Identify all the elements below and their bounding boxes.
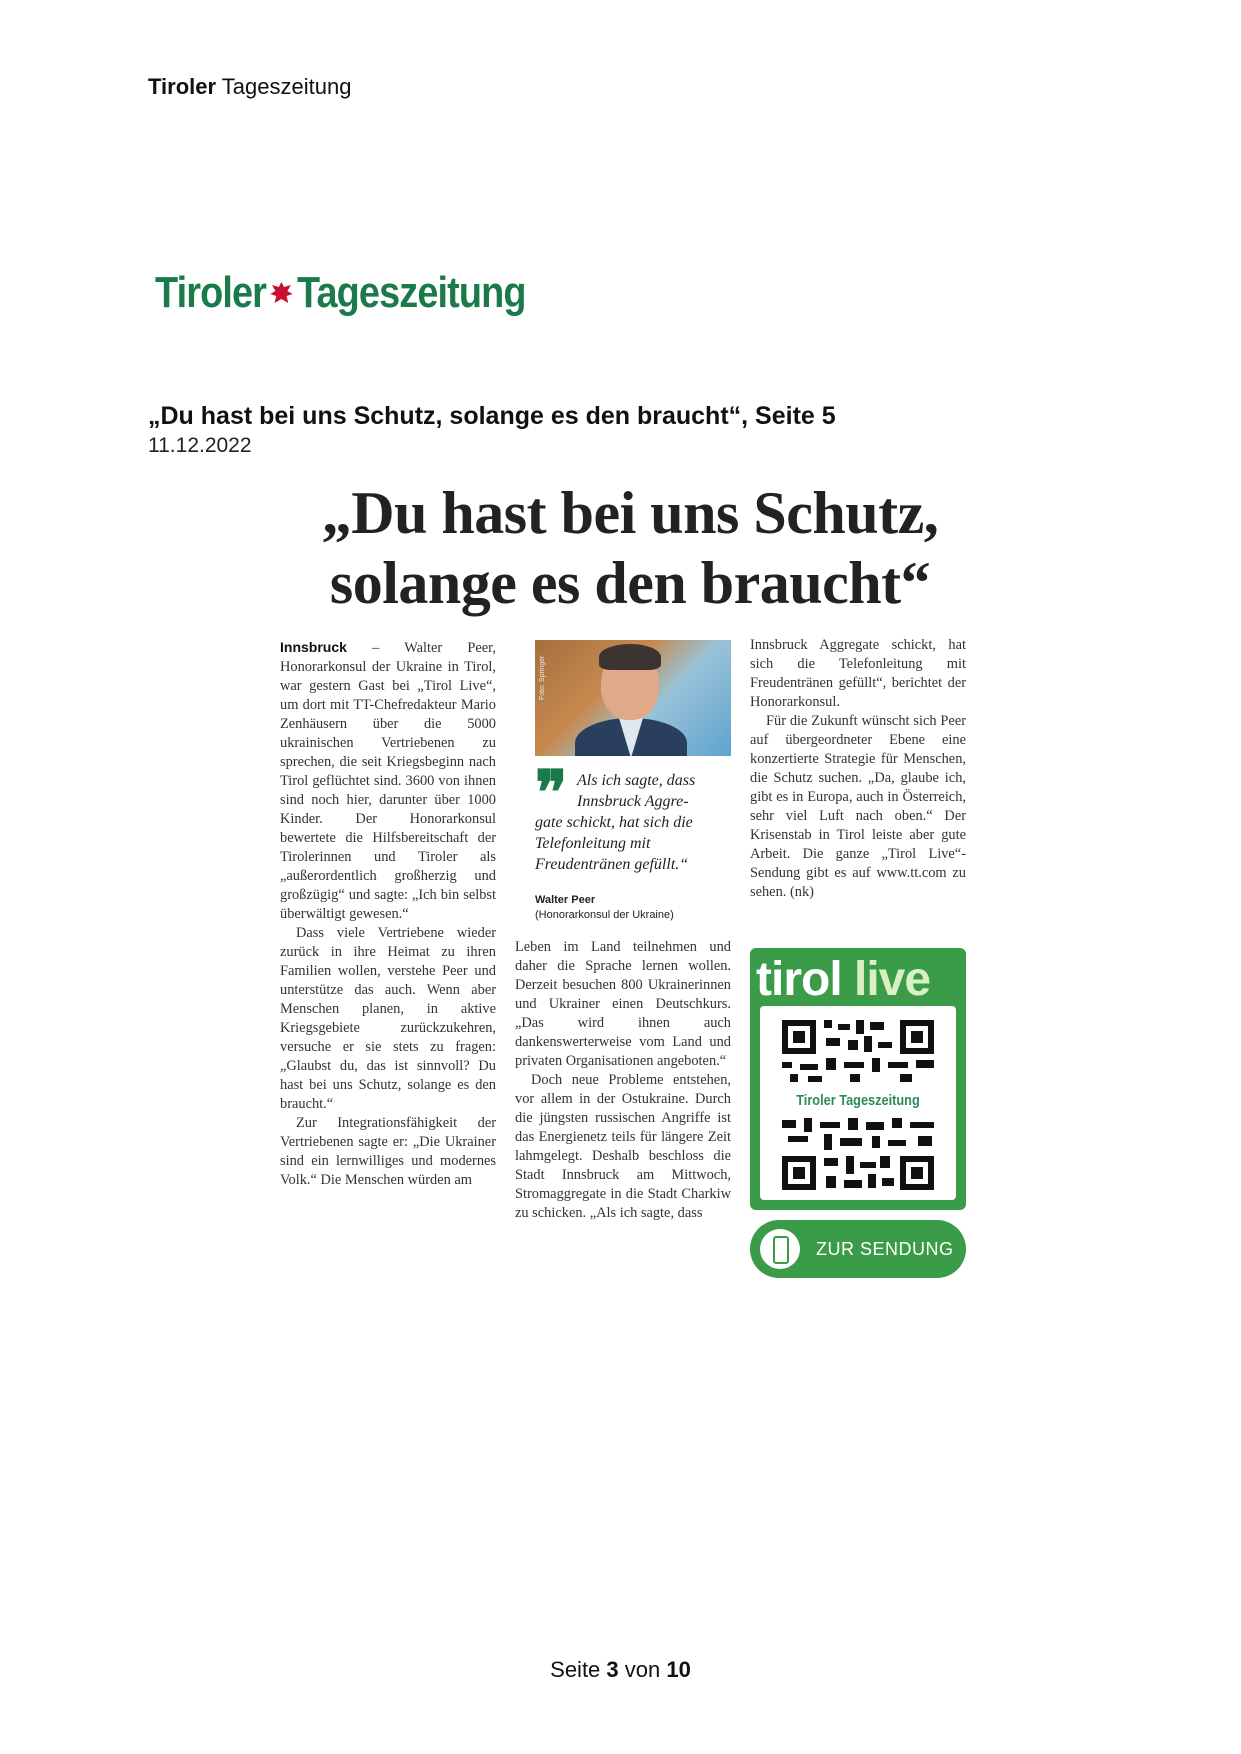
tiroler-tageszeitung-logo: Tiroler Tageszeitung [155, 268, 526, 317]
tirol-live-title: tirol live [756, 953, 931, 1006]
zur-sendung-label: ZUR SENDUNG [816, 1238, 954, 1259]
publication-name: Tiroler Tageszeitung [148, 74, 352, 99]
pull-quote: ❞ Als ich sagte, dass Innsbruck Aggre- gate schickt, hat sich die Telefonleitung mit Freudentränen gefüllt.“ Walter Peer (Honorarkonsul der Ukraine) [535, 770, 731, 923]
portrait-photo [535, 640, 731, 756]
qr-brand-label: Tiroler Tageszeitung [796, 1092, 920, 1109]
photo-credit: Foto: Springer [539, 655, 546, 700]
tyrolean-eagle-icon [269, 278, 295, 308]
newspaper-clipping [270, 470, 970, 1280]
dateline-location: Innsbruck [280, 639, 347, 655]
article-column-2: Leben im Land teilnehmen und daher die Sprache lernen wollen. Derzeit besuchen 800 Ukrainerinnen und Ukrainer einen Deutschkurs. „Das wird ihnen auch dankenswerterweise vom Land und privaten Organisationen angeboten.“ Doch neue Probleme entstehen, vor allem in der Ostukraine. Durch die jüngsten russischen Angriffe ist das Energienetz teils für längere Zeit lahmgelegt. Deshalb beschloss die Stadt Innsbruck am Mittwoch, Stromaggregate in die Stadt Charkiw zu schicken. „Als ich sagte, dass [515, 939, 731, 1221]
clipping-headline: „Du hast bei uns Schutz, solange es den braucht“ [321, 480, 939, 616]
phone-icon [760, 1229, 800, 1269]
article-column-1: Innsbruck – Walter Peer, Honorarkonsul der Ukraine in Tirol, war gestern Gast bei „Tirol Live“, um dort mit TT-Chefredakteur Mario Zenhäusern über die 5000 ukrainischen Vertriebenen zu sprechen, die seit Kriegsbeginn nach Tirol geflüchtet sind. 3600 von ihnen sind noch hier, darunter über 1000 Kinder. Der Honorarkonsul bewertete die Hilfsbereitschaft der Tirolerinnen und Tiroler als „außerordentlich großherzig und großzügig“ und sagte: „Ich bin selbst überwältigt gewesen.“ Dass viele Vertriebene wieder zurück in ihre Heimat zu ihren Familien wollen, verstehe Peer und unterstütze das auch. Wenn aber Menschen planen, in aktive Kriegsgebiete zurückzukehren, versuche er sie stets zu fragen: „Glaubst du, das ist sinnvoll? Du hast bei uns Schutz, solange es den braucht.“ Zur Integrationsfähigkeit der Vertriebenen sagte er: „Die Ukrainer sind ein lernwilliges und modernes Volk.“ Die Menschen würden am [280, 639, 496, 1188]
qr-code[interactable] [760, 1006, 956, 1200]
tirol-live-promo [750, 948, 966, 1210]
quote-attribution: Walter Peer (Honorarkonsul der Ukraine) [535, 894, 674, 921]
quote-mark-icon: ❞ [535, 760, 568, 826]
article-date: 11.12.2022 [148, 434, 252, 457]
article-column-3: Innsbruck Aggregate schickt, hat sich die Telefonleitung mit Freudentränen gefüllt“, berichtet der Honorarkonsul. Für die Zukunft wünscht sich Peer auf übergeordneter Ebene eine konzertierte Strategie für Menschen, die Schutz suchen. „Da, glaube ich, gibt es in Europa, auch in Österreich, sehr viel Luft nach oben.“ Der Krisenstab in Tirol leiste aber gute Arbeit. Die ganze „Tirol Live“-Sendung gibt es auf www.tt.com zu sehen. (nk) [750, 637, 966, 900]
page-number: Seite 3 von 10 [550, 1657, 691, 1682]
article-title: „Du hast bei uns Schutz, solange es den braucht“, Seite 5 [148, 402, 836, 430]
zur-sendung-button[interactable] [750, 1220, 966, 1278]
